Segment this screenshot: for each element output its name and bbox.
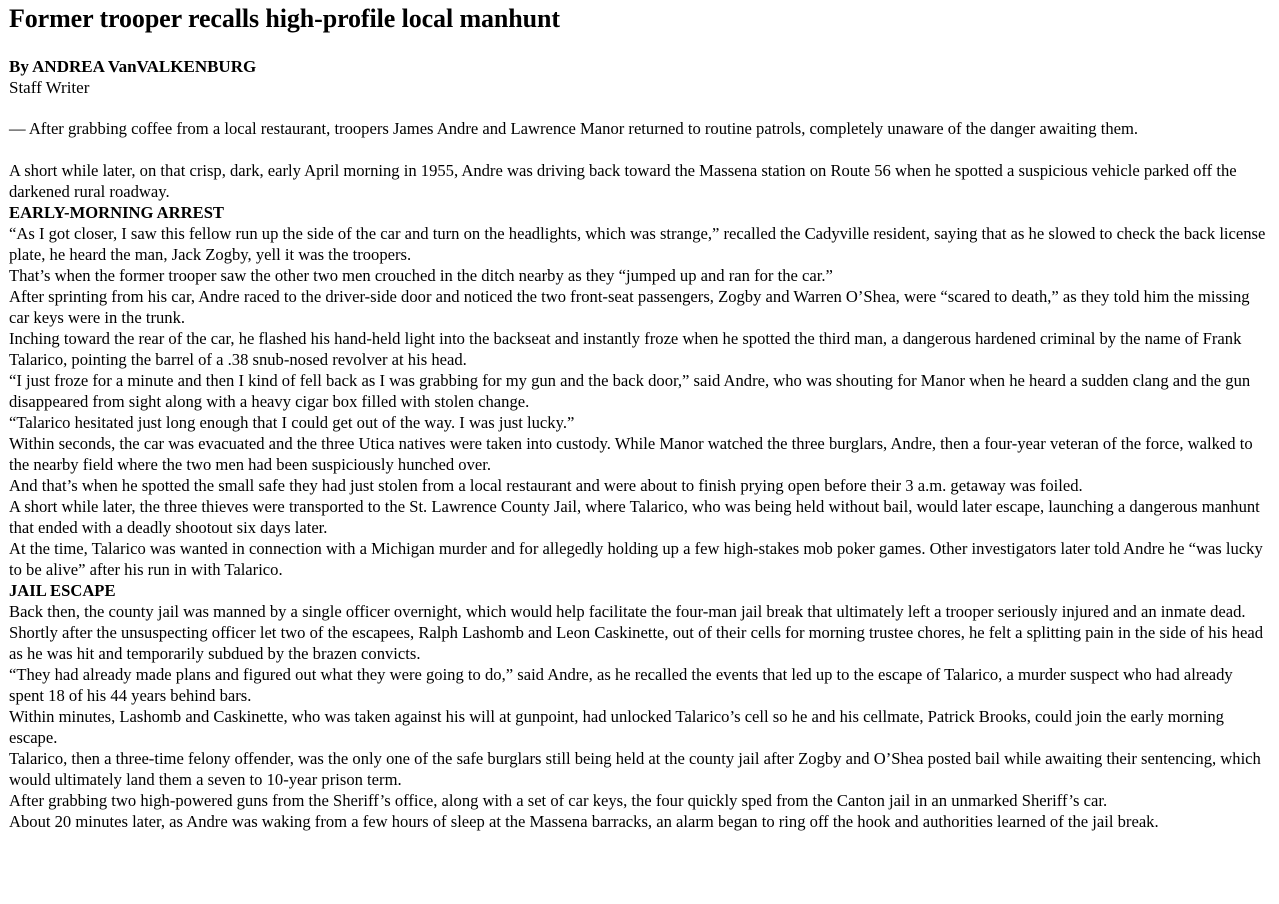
headline: Former trooper recalls high-profile local manhunt [9,4,560,33]
paragraph: A short while later, on that crisp, dark, early April morning in 1955, Andre was driving back toward the Massena station on Route 56 when he spotted a suspicious vehicle parked off the darkened rural roadway. [9,161,1237,201]
paragraph: Talarico, then a three-time felony offender, was the only one of the safe burglars still being held at the county jail after Zogby and O’Shea posted bail while awaiting their sentencing, which would ultimately land them a seven to 10-year prison term. [9,749,1261,789]
paragraph: Within minutes, Lashomb and Caskinette, who was taken against his will at gunpoint, had unlocked Talarico’s cell so he and his cellmate, Patrick Brooks, could join the early morning escape. [9,707,1224,747]
paragraph: And that’s when he spotted the small safe they had just stolen from a local restaurant and were about to finish prying open before their 3 a.m. getaway was foiled. [9,476,1083,495]
paragraph: “As I got closer, I saw this fellow run up the side of the car and turn on the headlights, which was strange,” recalled the Cadyville resident, saying that as he slowed to check the back license plate, he heard the man, Jack Zogby, yell it was the troopers. [9,224,1266,264]
paragraph: That’s when the former trooper saw the other two men crouched in the ditch nearby as they “jumped up and ran for the car.” [9,266,833,285]
subhead-jail-escape: JAIL ESCAPE [9,581,116,600]
paragraph: “Talarico hesitated just long enough that I could get out of the way. I was just lucky.” [9,413,575,432]
paragraph: “I just froze for a minute and then I kind of fell back as I was grabbing for my gun and the back door,” said Andre, who was shouting for Manor when he heard a sudden clang and the gun disappeared from sight along with a heavy cigar box filled with stolen change. [9,371,1251,411]
paragraph: Shortly after the unsuspecting officer let two of the escapees, Ralph Lashomb and Leon Caskinette, out of their cells for morning trustee chores, he felt a splitting pain in the side of his head as he was hit and temporarily subdued by the brazen convicts. [9,623,1264,663]
paragraph: A short while later, the three thieves were transported to the St. Lawrence County Jail, where Talarico, who was being held without bail, would later escape, launching a dangerous manhunt that ended with a deadly shootout six days later. [9,497,1260,537]
paragraph: Within seconds, the car was evacuated and the three Utica natives were taken into custody. While Manor watched the three burglars, Andre, then a four-year veteran of the force, walked to the nearby field where the two men had been suspiciously hunched over. [9,434,1253,474]
author-role: Staff Writer [9,78,90,97]
paragraph: About 20 minutes later, as Andre was waking from a few hours of sleep at the Massena barracks, an alarm began to ring off the hook and authorities learned of the jail break. [9,812,1159,831]
paragraph: Back then, the county jail was manned by a single officer overnight, which would help facilitate the four-man jail break that ultimately left a trooper seriously injured and an inmate dead. [9,602,1246,621]
article-body [9,118,1270,832]
paragraph: After sprinting from his car, Andre raced to the driver-side door and noticed the two front-seat passengers, Zogby and Warren O’Shea, were “scared to death,” as they told him the missing car keys were in the trunk. [9,287,1250,327]
paragraph: — After grabbing coffee from a local restaurant, troopers James Andre and Lawrence Manor returned to routine patrols, completely unaware of the danger awaiting them. [9,119,1139,138]
paragraph: After grabbing two high-powered guns from the Sheriff’s office, along with a set of car keys, the four quickly sped from the Canton jail in an unmarked Sheriff’s car. [9,791,1108,810]
paragraph: Inching toward the rear of the car, he flashed his hand-held light into the backseat and instantly froze when he spotted the third man, a dangerous hardened criminal by the name of Frank Talarico, pointing the barrel of a .38 snub-nosed revolver at his head. [9,329,1242,369]
author-name: By ANDREA VanVALKENBURG [9,57,257,76]
byline [9,56,1270,98]
paragraph: “They had already made plans and figured out what they were going to do,” said Andre, as he recalled the events that led up to the escape of Talarico, a murder suspect who had already spent 18 of his 44 years behind bars. [9,665,1233,705]
paragraph: At the time, Talarico was wanted in connection with a Michigan murder and for allegedly holding up a few high-stakes mob poker games. Other investigators later told Andre he “was lucky to be alive” after his run in with Talarico. [9,539,1263,579]
subhead-early-morning-arrest: EARLY-MORNING ARREST [9,203,224,222]
